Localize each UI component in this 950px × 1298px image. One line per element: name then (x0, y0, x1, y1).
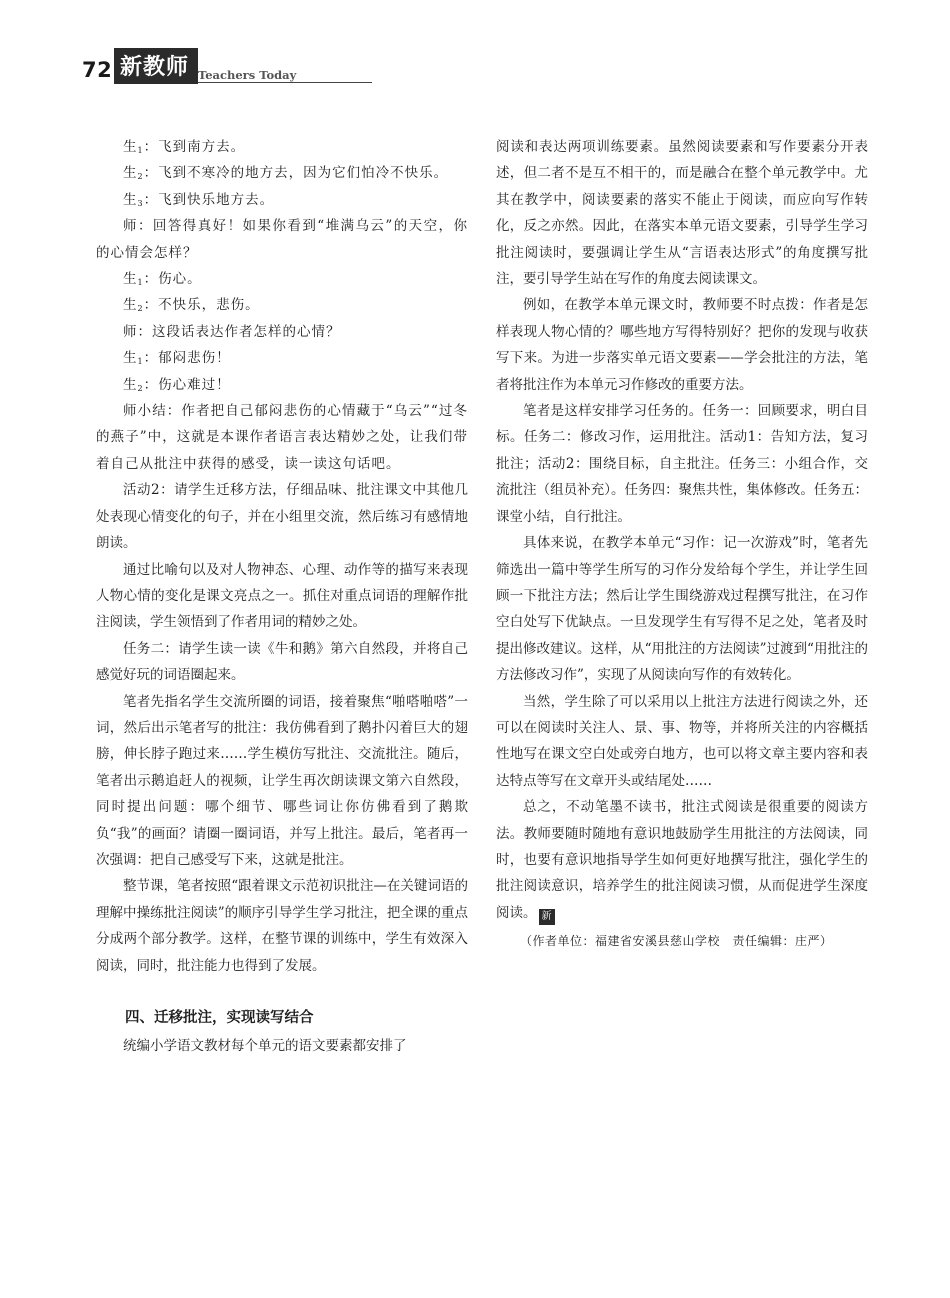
paragraph: 具体来说，在教学本单元“习作：记一次游戏”时，笔者先筛选出一篇中等学生所写的习作分发给每个学生，并让学生回顾一下批注方法；然后让学生围绕游戏过程撰写批注，在习作空白处写下优缺点。一旦发现学生有写得不足之处，笔者及时提出修改建议。这样，从“用批注的方法阅读”过渡到“用批注的方法修改习作”，实现了从阅读向写作的有效转化。 (496, 535, 868, 684)
author-info: （作者单位：福建省安溪县慈山学校 责任编辑：庄严） (520, 934, 833, 949)
paragraph: 阅读和表达两项训练要素。虽然阅读要素和写作要素分开表述，但二者不是互不相干的，而是融合在整个单元教学中。尤其在教学中，阅读要素的落实不能止于阅读，而应向写作转化，反之亦然。因此，在落实本单元语文要素，引导学生学习批注阅读时，要强调让学生从“言语表达形式”的角度撰写批注，要引导学生站在写作的角度去阅读课文。 (496, 139, 868, 288)
teacher-summary: 师小结：作者把自己郁闷悲伤的心情藏于“乌云”“过冬的燕子”中，这就是本课作者语言表达精妙之处，让我们带着自己从批注中获得的感受，读一读这句话吧。 (96, 403, 468, 472)
paragraph: 当然，学生除了可以采用以上批注方法进行阅读之外，还可以在阅读时关注人、景、事、物等，并将所关注的内容概括性地写在课文空白处或旁白地方，也可以将文章主要内容和表达特点等写在文章开头或结尾处…… (496, 693, 868, 789)
paragraph: 通过比喻句以及对人物神态、心理、动作等的描写来表现人物心情的变化是课文亮点之一。抓住对重点词语的理解作批注阅读，学生领悟到了作者用词的精妙之处。 (96, 561, 468, 631)
teacher-line: 师：回答得真好！如果你看到“堆满乌云”的天空，你的心情会怎样？ (96, 218, 468, 261)
magazine-logo-text: 新教师 (120, 55, 190, 80)
end-mark-icon: 新 (539, 909, 555, 925)
paragraph: 例如，在教学本单元课文时，教师要不时点拨：作者是怎样表现人物心情的？哪些地方写得特别好？把你的发现与收获写下来。为进一步落实单元语文要素——学会批注的方法，笔者将批注作为本单元习作修改的重要方法。 (496, 297, 868, 393)
paragraph: 活动2：请学生迁移方法，仔细品味、批注课文中其他几处表现心情变化的句子，并在小组里交流，然后练习有感情地朗读。 (96, 482, 468, 552)
left-column (96, 134, 468, 1060)
dialogue-line: 生$_3$：飞到快乐地方去。 (123, 191, 275, 208)
page-number: 72 (82, 58, 113, 82)
teacher-line: 师：这段话表达作者怎样的心情？ (123, 323, 341, 340)
page-header (82, 46, 302, 90)
paragraph (496, 794, 868, 926)
dialogue-line: 生$_2$：飞到不寒冷的地方去，因为它们怕冷不快乐。 (123, 165, 449, 182)
dialogue-line: 生$_1$：郁闷悲伤！ (123, 350, 231, 367)
paragraph: 笔者是这样安排学习任务的。任务一：回顾要求，明白目标。任务二：修改习作，运用批注。活动1：告知方法，复习批注；活动2：围绕目标，自主批注。任务三：小组合作，交流批注（组员补充）。任务四：聚焦共性，集体修改。任务五：课堂小结，自行批注。 (496, 403, 868, 525)
dialogue-line: 生$_2$：不快乐，悲伤。 (123, 297, 260, 314)
paragraph: 任务二：请学生读一读《牛和鹅》第六自然段，并将自己感觉好玩的词语圈起来。 (96, 640, 468, 684)
magazine-logo-subtitle: Teachers Today (198, 68, 297, 82)
paragraph: 笔者先指名学生交流所圈的词语，接着聚焦“啪嗒啪嗒”一词，然后出示笔者写的批注：我仿佛看到了鹅扑闪着巨大的翅膀，伸长脖子跑过来……学生模仿写批注、交流批注。随后，笔者出示鹅追赶人的视频，让学生再次朗读课文第六自然段，同时提出问题：哪个细节、哪些词让你仿佛看到了鹅欺负“我”的画面？请圈一圈词语，并写上批注。最后，笔者再一次强调：把自己感受写下来，这就是批注。 (96, 693, 468, 868)
dialogue-line: 生$_1$：飞到南方去。 (123, 139, 246, 155)
dialogue-line: 生$_2$：伤心难过！ (123, 376, 231, 393)
section-heading: 四、迁移批注，实现读写结合 (125, 1010, 314, 1026)
dialogue-line: 生$_1$：伤心。 (123, 271, 202, 288)
header-rule (198, 82, 372, 83)
paragraph: 统编小学语文教材每个单元的语文要素都安排了 (123, 1038, 407, 1055)
paragraph: 整节课，笔者按照“跟着课文示范初识批注—在关键词语的理解中操练批注阅读”的顺序引导学生学习批注，把全课的重点分成两个部分教学。这样，在整节课的训练中，学生有效深入阅读，同时，批注能力也得到了发展。 (96, 878, 468, 974)
conclusion-text: 总之，不动笔墨不读书，批注式阅读是很重要的阅读方法。教师要随时随地有意识地鼓励学生用批注的方法阅读，同时，也要有意识地指导学生如何更好地撰写批注，强化学生的批注阅读意识，培养学生的批注阅读习惯，从而促进学生深度阅读。 (496, 799, 868, 921)
right-column (496, 134, 868, 955)
